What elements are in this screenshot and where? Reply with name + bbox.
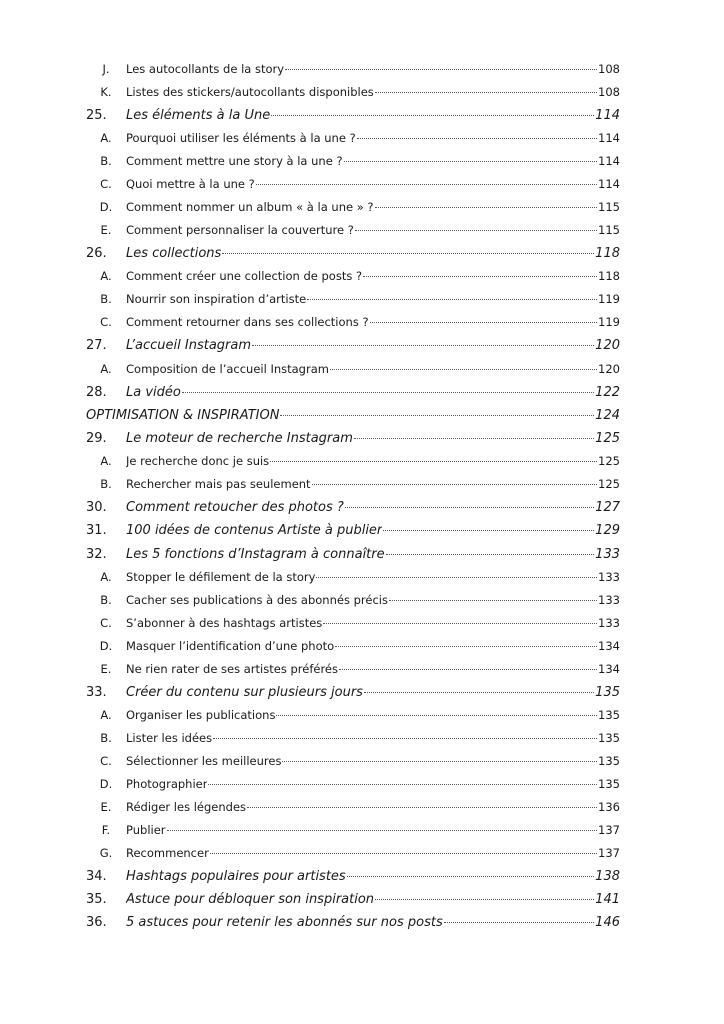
dot-leader xyxy=(335,646,597,647)
toc-subentry xyxy=(86,154,620,177)
toc-page-number: 124 xyxy=(595,407,620,423)
toc-subentry xyxy=(86,362,620,385)
dot-leader xyxy=(444,922,594,923)
toc-entry-title: Hashtags populaires pour artistes xyxy=(126,868,346,884)
toc-entry-number: A. xyxy=(100,454,112,469)
toc-entry-title: Photographier xyxy=(126,776,208,791)
toc-entry-title: Les collections xyxy=(126,246,222,262)
toc-entry-number: C. xyxy=(100,615,112,630)
dot-leader xyxy=(370,322,597,323)
toc-entry-number: G. xyxy=(99,845,113,860)
dot-leader xyxy=(357,138,597,139)
toc-entry-title: Rédiger les légendes xyxy=(126,799,247,814)
dot-leader xyxy=(339,669,597,670)
toc-entry-number: E. xyxy=(100,799,112,814)
toc-entry-title: 100 idées de contenus Artiste à publier xyxy=(126,523,383,539)
dot-leader xyxy=(345,507,594,508)
toc-entry xyxy=(86,915,620,938)
toc-entry-number: 25. xyxy=(86,108,107,123)
toc-entry-number: A. xyxy=(100,707,112,722)
toc-entry-number: 35. xyxy=(86,892,107,908)
toc-entry-number: E. xyxy=(100,223,112,238)
toc-entry-number: A. xyxy=(100,131,112,146)
toc-entry-number: D. xyxy=(99,638,113,653)
toc-entry-title: Les éléments à la Une xyxy=(126,108,271,123)
dot-leader xyxy=(280,415,594,416)
toc-entry-number: B. xyxy=(100,292,112,307)
dot-leader xyxy=(307,299,597,300)
toc-entry-number: 31. xyxy=(86,523,107,539)
toc-page-number: 119 xyxy=(598,292,620,307)
dot-leader xyxy=(363,276,597,277)
toc-entry-title: Nourrir son inspiration d’artiste xyxy=(126,292,307,307)
toc-entry-title: Sélectionner les meilleures xyxy=(126,753,282,768)
toc-page-number: 114 xyxy=(598,131,620,146)
toc-page-number: 136 xyxy=(598,799,620,814)
dot-leader xyxy=(316,577,597,578)
toc-subentry xyxy=(86,85,620,108)
toc-page-number: 114 xyxy=(595,108,620,123)
toc-page-number: 115 xyxy=(598,223,620,238)
toc-entry-title: Publier xyxy=(126,822,166,837)
toc-entry-number: 29. xyxy=(86,430,107,446)
toc-subentry xyxy=(86,754,620,777)
toc-page-number: 137 xyxy=(598,822,620,837)
toc-subentry xyxy=(86,662,620,685)
toc-entry xyxy=(86,338,620,361)
toc-subentry xyxy=(86,777,620,800)
toc-subentry xyxy=(86,846,620,869)
toc-page-number: 125 xyxy=(595,430,620,446)
toc-entry-title: Cacher ses publications à des abonnés précis xyxy=(126,592,388,607)
toc-page-number: 120 xyxy=(595,338,620,354)
toc-entry-number: 28. xyxy=(86,384,107,400)
dot-leader xyxy=(347,876,594,877)
toc-page-number: 125 xyxy=(598,454,620,469)
dot-leader xyxy=(389,600,597,601)
toc-entry-number: B. xyxy=(100,154,112,169)
toc-page-number: 146 xyxy=(595,915,620,931)
dot-leader xyxy=(210,853,597,854)
toc-entry-title: Comment personnaliser la couverture ? xyxy=(126,223,354,238)
toc-entry xyxy=(86,523,620,546)
toc-page-number: 135 xyxy=(598,753,620,768)
toc-subentry xyxy=(86,269,620,292)
toc-page-number: 135 xyxy=(598,776,620,791)
toc-page-number: 133 xyxy=(598,569,620,584)
toc-subentry xyxy=(86,292,620,315)
dot-leader xyxy=(344,161,598,162)
toc-page-number: 118 xyxy=(595,246,620,262)
dot-leader xyxy=(270,461,597,462)
dot-leader xyxy=(330,369,597,370)
toc-entry-title: Je recherche donc je suis xyxy=(126,454,270,469)
toc-page-number: 129 xyxy=(595,523,620,539)
dot-leader xyxy=(276,715,597,716)
toc-page-number: 127 xyxy=(595,500,620,516)
toc-entry-number: D. xyxy=(99,776,113,791)
toc-entry-title: Listes des stickers/autocollants disponibles xyxy=(126,85,374,99)
toc-page-number: 134 xyxy=(598,638,620,653)
toc-subentry xyxy=(86,177,620,200)
dot-leader xyxy=(355,230,597,231)
toc-entry-title: Comment créer une collection de posts ? xyxy=(126,269,363,284)
toc-page-number: 125 xyxy=(598,477,620,492)
dot-leader xyxy=(383,530,594,531)
toc-entry-title: Pourquoi utiliser les éléments à la une ? xyxy=(126,131,356,146)
toc-subentry xyxy=(86,200,620,223)
dot-leader xyxy=(252,345,594,346)
toc-entry-number: 27. xyxy=(86,338,107,354)
toc-entry-title: Comment retourner dans ses collections ? xyxy=(126,315,369,330)
toc-entry xyxy=(86,685,620,708)
toc-entry-number: B. xyxy=(100,730,112,745)
dot-leader xyxy=(182,392,594,393)
toc-page-number: 133 xyxy=(598,592,620,607)
dot-leader xyxy=(213,738,597,739)
toc-page-number: 134 xyxy=(598,661,620,676)
dot-leader xyxy=(375,207,598,208)
toc-entry-title: Comment nommer un album « à la une » ? xyxy=(126,200,374,215)
toc-subentry xyxy=(86,616,620,639)
toc-entry-title: 5 astuces pour retenir les abonnés sur nos posts xyxy=(126,915,443,931)
toc-entry-number: F. xyxy=(101,822,111,837)
toc-entry-number: C. xyxy=(100,753,112,768)
toc-entry-title: La vidéo xyxy=(126,384,181,400)
toc-page-number: 133 xyxy=(598,615,620,630)
toc-entry-title: Recommencer xyxy=(126,845,209,860)
toc-page-number: 119 xyxy=(598,315,620,330)
toc-entry-number: 26. xyxy=(86,246,107,262)
toc-subentry xyxy=(86,454,620,477)
toc-entry-title: Le moteur de recherche Instagram xyxy=(126,430,353,446)
dot-leader xyxy=(282,761,597,762)
dot-leader xyxy=(285,69,597,70)
toc-entry-number: A. xyxy=(100,569,112,584)
toc-entry-title: Organiser les publications xyxy=(126,707,276,722)
toc-entry-number: A. xyxy=(100,269,112,284)
toc-entry xyxy=(86,892,620,915)
toc-subentry xyxy=(86,823,620,846)
toc-entry-title: Stopper le défilement de la story xyxy=(126,569,316,584)
dot-leader xyxy=(271,115,594,116)
toc-subentry xyxy=(86,62,620,85)
toc-entry-number: C. xyxy=(100,315,112,330)
toc-page-number: 115 xyxy=(598,200,620,215)
toc-entry-number: 36. xyxy=(86,915,107,931)
toc-page-number: 135 xyxy=(598,730,620,745)
dot-leader xyxy=(323,623,597,624)
toc-entry-title: Lister les idées xyxy=(126,730,213,745)
dot-leader xyxy=(364,692,594,693)
toc-page-number: 114 xyxy=(598,177,620,192)
toc-subentry xyxy=(86,639,620,662)
toc-entry-number: 30. xyxy=(86,500,107,516)
dot-leader xyxy=(167,830,598,831)
toc-entry-number: E. xyxy=(100,661,112,676)
toc-entry xyxy=(86,246,620,269)
toc-entry-number: 32. xyxy=(86,546,107,562)
toc-page-number: 122 xyxy=(595,384,620,400)
dot-leader xyxy=(222,253,594,254)
toc-entry xyxy=(86,500,620,523)
dot-leader xyxy=(312,484,597,485)
toc-subentry xyxy=(86,131,620,154)
toc-entry-title: Comment mettre une story à la une ? xyxy=(126,154,343,169)
toc-entry xyxy=(86,547,620,570)
toc-entry-title: Créer du contenu sur plusieurs jours xyxy=(126,684,363,700)
toc-entry xyxy=(86,869,620,892)
toc-entry-number: K. xyxy=(100,85,112,99)
toc-entry-title: OPTIMISATION & INSPIRATION xyxy=(86,407,280,423)
toc-entry-title: Astuce pour débloquer son inspiration xyxy=(126,892,375,908)
toc-entry xyxy=(86,108,620,131)
toc-entry-title: Ne rien rater de ses artistes préférés xyxy=(126,661,338,676)
toc-page-number: 118 xyxy=(598,269,620,284)
toc-page-number: 120 xyxy=(598,361,620,376)
table-of-contents xyxy=(86,62,620,938)
toc-page-number: 135 xyxy=(595,684,620,700)
toc-entry-title: Les autocollants de la story xyxy=(126,62,285,76)
toc-entry xyxy=(86,385,620,408)
toc-subentry xyxy=(86,800,620,823)
toc-entry-title: Les 5 fonctions d’Instagram à connaître xyxy=(126,546,385,562)
toc-entry-number: 34. xyxy=(86,868,107,884)
toc-entry-number: B. xyxy=(100,592,112,607)
toc-subentry xyxy=(86,731,620,754)
dot-leader xyxy=(375,92,597,93)
toc-page-number: 141 xyxy=(595,892,620,908)
dot-leader xyxy=(354,438,594,439)
toc-entry-title: Quoi mettre à la une ? xyxy=(126,177,255,192)
toc-page-number: 114 xyxy=(598,154,620,169)
toc-entry-title: Rechercher mais pas seulement xyxy=(126,477,311,492)
toc-page-number: 138 xyxy=(595,868,620,884)
toc-entry-number: A. xyxy=(100,361,112,376)
toc-entry-number: B. xyxy=(100,477,112,492)
toc-page-number: 108 xyxy=(598,85,620,99)
dot-leader xyxy=(386,554,595,555)
dot-leader xyxy=(256,184,597,185)
toc-entry-title: Comment retoucher des photos ? xyxy=(126,500,344,516)
toc-entry-title: Masquer l’identification d’une photo xyxy=(126,638,335,653)
toc-subentry xyxy=(86,570,620,593)
toc-subentry xyxy=(86,477,620,500)
toc-entry-title: S’abonner à des hashtags artistes xyxy=(126,615,323,630)
toc-entry-number: D. xyxy=(99,200,113,215)
toc-entry-title: L’accueil Instagram xyxy=(126,338,252,354)
toc-section-heading xyxy=(86,408,620,431)
toc-entry-title: Composition de l’accueil Instagram xyxy=(126,361,329,376)
toc-page-number: 108 xyxy=(598,62,620,76)
toc-subentry xyxy=(86,593,620,616)
toc-entry-number: 33. xyxy=(86,684,107,700)
toc-entry xyxy=(86,431,620,454)
toc-subentry xyxy=(86,708,620,731)
toc-page-number: 137 xyxy=(598,845,620,860)
toc-entry-number: J. xyxy=(102,62,110,76)
toc-subentry xyxy=(86,223,620,246)
toc-subentry xyxy=(86,315,620,338)
toc-page-number: 133 xyxy=(595,546,620,562)
toc-entry-number: C. xyxy=(100,177,112,192)
dot-leader xyxy=(208,784,597,785)
toc-page-number: 135 xyxy=(598,707,620,722)
dot-leader xyxy=(247,807,597,808)
dot-leader xyxy=(375,899,594,900)
